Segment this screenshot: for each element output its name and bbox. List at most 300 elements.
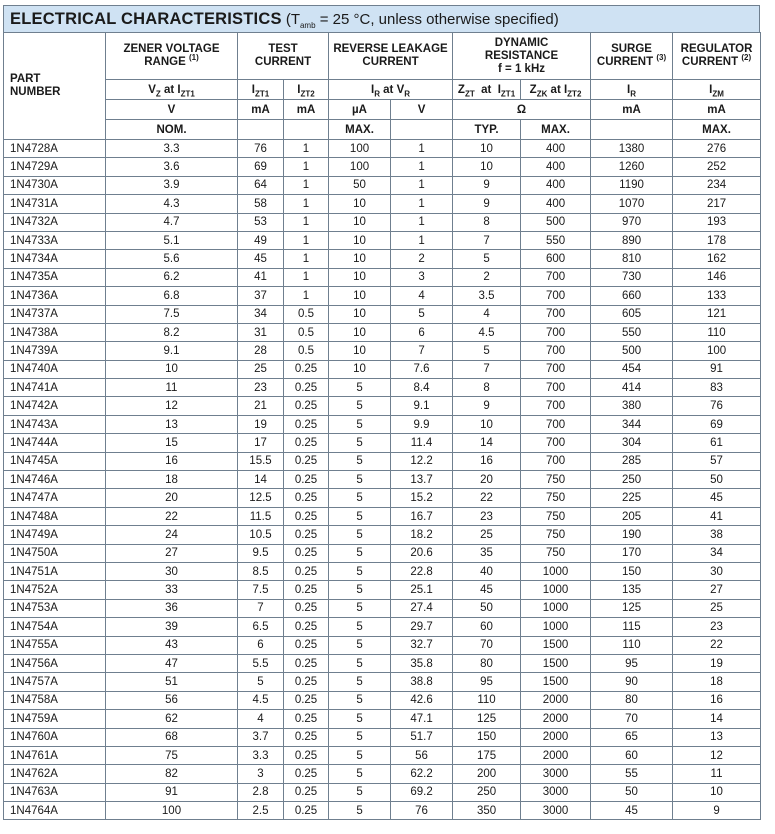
cell-zzk: 550 bbox=[521, 231, 591, 249]
cell-ir: 5 bbox=[329, 710, 391, 728]
cell-zener-voltage: 56 bbox=[106, 691, 238, 709]
cell-zener-voltage: 20 bbox=[106, 489, 238, 507]
cell-zzk: 750 bbox=[521, 526, 591, 544]
cell-part-number: 1N4740A bbox=[4, 360, 106, 378]
cell-izt1: 8.5 bbox=[238, 562, 284, 580]
header-surge-current: SURGE CURRENT $^{(3)}$ bbox=[591, 33, 673, 80]
cell-vr: 13.7 bbox=[391, 471, 453, 489]
cell-vr: 3 bbox=[391, 268, 453, 286]
table-row bbox=[4, 544, 761, 562]
cell-zzk: 1500 bbox=[521, 636, 591, 654]
cell-zener-voltage: 91 bbox=[106, 783, 238, 801]
cell-zener-voltage: 82 bbox=[106, 765, 238, 783]
cell-zzk: 400 bbox=[521, 140, 591, 158]
cell-izt1: 15.5 bbox=[238, 452, 284, 470]
cell-izt1: 3.7 bbox=[238, 728, 284, 746]
cell-ir: 5 bbox=[329, 636, 391, 654]
cell-ir: 10 bbox=[329, 268, 391, 286]
cell-zener-voltage: 11 bbox=[106, 379, 238, 397]
cell-zzk: 400 bbox=[521, 158, 591, 176]
cell-zener-voltage: 24 bbox=[106, 526, 238, 544]
header-reverse-leakage: REVERSE LEAKAGE CURRENT bbox=[329, 33, 453, 80]
cell-zzt: 3.5 bbox=[453, 287, 521, 305]
header-part-number: PART NUMBER bbox=[4, 33, 106, 140]
table-row bbox=[4, 231, 761, 249]
cell-zzk: 600 bbox=[521, 250, 591, 268]
cell-izt2: 0.25 bbox=[284, 654, 329, 672]
header-row-qualifiers bbox=[4, 120, 761, 140]
table-row bbox=[4, 802, 761, 820]
cell-izt2: 0.25 bbox=[284, 746, 329, 764]
cell-zzt: 250 bbox=[453, 783, 521, 801]
cell-surge-current: 225 bbox=[591, 489, 673, 507]
cell-surge-current: 1260 bbox=[591, 158, 673, 176]
cell-regulator-current: 41 bbox=[673, 507, 761, 525]
cell-part-number: 1N4728A bbox=[4, 140, 106, 158]
cell-surge-current: 380 bbox=[591, 397, 673, 415]
cell-zzt: 7 bbox=[453, 360, 521, 378]
cell-zzt: 16 bbox=[453, 452, 521, 470]
symbol-izt2: $I_{ZT2}$ bbox=[284, 80, 329, 100]
cell-part-number: 1N4747A bbox=[4, 489, 106, 507]
cell-zener-voltage: 4.3 bbox=[106, 195, 238, 213]
cell-surge-current: 50 bbox=[591, 783, 673, 801]
table-row bbox=[4, 562, 761, 580]
cell-part-number: 1N4737A bbox=[4, 305, 106, 323]
cell-zzk: 750 bbox=[521, 471, 591, 489]
cell-izt2: 0.25 bbox=[284, 452, 329, 470]
cell-zzk: 1000 bbox=[521, 618, 591, 636]
cell-izt1: 6.5 bbox=[238, 618, 284, 636]
cell-surge-current: 55 bbox=[591, 765, 673, 783]
cell-zzk: 3000 bbox=[521, 765, 591, 783]
cell-part-number: 1N4736A bbox=[4, 287, 106, 305]
cell-regulator-current: 91 bbox=[673, 360, 761, 378]
cell-izt2: 0.25 bbox=[284, 526, 329, 544]
cell-zzt: 80 bbox=[453, 654, 521, 672]
cell-part-number: 1N4730A bbox=[4, 176, 106, 194]
cell-zzt: 20 bbox=[453, 471, 521, 489]
cell-zzt: 14 bbox=[453, 434, 521, 452]
cell-regulator-current: 121 bbox=[673, 305, 761, 323]
cell-zener-voltage: 100 bbox=[106, 802, 238, 820]
table-row bbox=[4, 618, 761, 636]
qualifier-max-zzk: MAX. bbox=[521, 120, 591, 140]
cell-regulator-current: 252 bbox=[673, 158, 761, 176]
cell-vr: 27.4 bbox=[391, 599, 453, 617]
header-row-symbols bbox=[4, 80, 761, 100]
cell-zzt: 125 bbox=[453, 710, 521, 728]
cell-zzk: 700 bbox=[521, 323, 591, 341]
cell-izt1: 4.5 bbox=[238, 691, 284, 709]
cell-ir: 5 bbox=[329, 397, 391, 415]
cell-regulator-current: 9 bbox=[673, 802, 761, 820]
cell-vr: 32.7 bbox=[391, 636, 453, 654]
cell-part-number: 1N4733A bbox=[4, 231, 106, 249]
cell-izt1: 10.5 bbox=[238, 526, 284, 544]
cell-regulator-current: 16 bbox=[673, 691, 761, 709]
cell-izt1: 2.8 bbox=[238, 783, 284, 801]
cell-part-number: 1N4734A bbox=[4, 250, 106, 268]
cell-vr: 16.7 bbox=[391, 507, 453, 525]
qualifier-typ: TYP. bbox=[453, 120, 521, 140]
cell-zzt: 35 bbox=[453, 544, 521, 562]
cell-part-number: 1N4757A bbox=[4, 673, 106, 691]
cell-surge-current: 414 bbox=[591, 379, 673, 397]
cell-zener-voltage: 68 bbox=[106, 728, 238, 746]
cell-izt1: 9.5 bbox=[238, 544, 284, 562]
cell-part-number: 1N4745A bbox=[4, 452, 106, 470]
cell-izt2: 0.25 bbox=[284, 544, 329, 562]
cell-izt2: 0.25 bbox=[284, 471, 329, 489]
table-row bbox=[4, 599, 761, 617]
cell-izt2: 0.25 bbox=[284, 379, 329, 397]
cell-zzt: 150 bbox=[453, 728, 521, 746]
cell-izt1: 25 bbox=[238, 360, 284, 378]
cell-regulator-current: 178 bbox=[673, 231, 761, 249]
table-row bbox=[4, 360, 761, 378]
cell-vr: 6 bbox=[391, 323, 453, 341]
cell-regulator-current: 193 bbox=[673, 213, 761, 231]
cell-part-number: 1N4759A bbox=[4, 710, 106, 728]
cell-zzk: 750 bbox=[521, 544, 591, 562]
table-row bbox=[4, 250, 761, 268]
cell-zzt: 70 bbox=[453, 636, 521, 654]
symbol-ir-at-vr: $I_R$ at $V_R$ bbox=[329, 80, 453, 100]
cell-zener-voltage: 39 bbox=[106, 618, 238, 636]
cell-ir: 5 bbox=[329, 802, 391, 820]
table-title: ELECTRICAL CHARACTERISTICS bbox=[10, 10, 282, 28]
cell-ir: 5 bbox=[329, 415, 391, 433]
cell-vr: 2 bbox=[391, 250, 453, 268]
cell-izt1: 53 bbox=[238, 213, 284, 231]
cell-ir: 10 bbox=[329, 342, 391, 360]
qualifier-blank bbox=[591, 120, 673, 140]
cell-part-number: 1N4755A bbox=[4, 636, 106, 654]
cell-zzk: 400 bbox=[521, 176, 591, 194]
cell-part-number: 1N4729A bbox=[4, 158, 106, 176]
cell-zzk: 700 bbox=[521, 268, 591, 286]
cell-zener-voltage: 4.7 bbox=[106, 213, 238, 231]
cell-surge-current: 810 bbox=[591, 250, 673, 268]
cell-surge-current: 454 bbox=[591, 360, 673, 378]
cell-regulator-current: 110 bbox=[673, 323, 761, 341]
cell-izt1: 28 bbox=[238, 342, 284, 360]
cell-izt2: 0.25 bbox=[284, 691, 329, 709]
table-row bbox=[4, 636, 761, 654]
symbol-izt1: $I_{ZT1}$ bbox=[238, 80, 284, 100]
cell-izt1: 34 bbox=[238, 305, 284, 323]
cell-izt1: 7 bbox=[238, 599, 284, 617]
cell-izt2: 1 bbox=[284, 140, 329, 158]
cell-izt2: 1 bbox=[284, 158, 329, 176]
header-row-group-titles bbox=[4, 33, 761, 80]
cell-zzk: 1500 bbox=[521, 654, 591, 672]
cell-zzk: 700 bbox=[521, 287, 591, 305]
cell-vr: 1 bbox=[391, 176, 453, 194]
symbol-vz: $V_Z$ at $I_{ZT1}$ bbox=[106, 80, 238, 100]
cell-zzk: 2000 bbox=[521, 746, 591, 764]
cell-ir: 10 bbox=[329, 250, 391, 268]
table-row bbox=[4, 507, 761, 525]
cell-zener-voltage: 7.5 bbox=[106, 305, 238, 323]
cell-part-number: 1N4760A bbox=[4, 728, 106, 746]
cell-surge-current: 110 bbox=[591, 636, 673, 654]
table-body bbox=[4, 140, 761, 820]
cell-ir: 10 bbox=[329, 231, 391, 249]
electrical-characteristics-table bbox=[3, 32, 761, 820]
cell-surge-current: 285 bbox=[591, 452, 673, 470]
unit-resistance: Ω bbox=[453, 100, 591, 120]
cell-vr: 12.2 bbox=[391, 452, 453, 470]
cell-regulator-current: 18 bbox=[673, 673, 761, 691]
unit-ir: µA bbox=[329, 100, 391, 120]
table-row bbox=[4, 783, 761, 801]
unit-regulator: mA bbox=[673, 100, 761, 120]
cell-ir: 10 bbox=[329, 305, 391, 323]
cell-regulator-current: 38 bbox=[673, 526, 761, 544]
cell-surge-current: 205 bbox=[591, 507, 673, 525]
cell-surge-current: 344 bbox=[591, 415, 673, 433]
cell-ir: 5 bbox=[329, 471, 391, 489]
qualifier-blank bbox=[284, 120, 329, 140]
cell-surge-current: 135 bbox=[591, 581, 673, 599]
cell-zzk: 2000 bbox=[521, 710, 591, 728]
cell-izt1: 4 bbox=[238, 710, 284, 728]
qualifier-max-ir: MAX. bbox=[329, 120, 391, 140]
cell-vr: 5 bbox=[391, 305, 453, 323]
cell-zzk: 700 bbox=[521, 342, 591, 360]
cell-izt1: 49 bbox=[238, 231, 284, 249]
cell-ir: 100 bbox=[329, 158, 391, 176]
cell-part-number: 1N4738A bbox=[4, 323, 106, 341]
table-row bbox=[4, 434, 761, 452]
cell-zzt: 50 bbox=[453, 599, 521, 617]
cell-izt2: 0.25 bbox=[284, 673, 329, 691]
cell-vr: 1 bbox=[391, 231, 453, 249]
cell-zzt: 10 bbox=[453, 158, 521, 176]
cell-ir: 5 bbox=[329, 526, 391, 544]
table-row bbox=[4, 673, 761, 691]
cell-part-number: 1N4764A bbox=[4, 802, 106, 820]
cell-ir: 5 bbox=[329, 746, 391, 764]
table-row bbox=[4, 526, 761, 544]
cell-surge-current: 190 bbox=[591, 526, 673, 544]
cell-vr: 7.6 bbox=[391, 360, 453, 378]
cell-regulator-current: 13 bbox=[673, 728, 761, 746]
unit-vr: V bbox=[391, 100, 453, 120]
cell-regulator-current: 34 bbox=[673, 544, 761, 562]
cell-regulator-current: 22 bbox=[673, 636, 761, 654]
cell-regulator-current: 11 bbox=[673, 765, 761, 783]
header-test-current: TEST CURRENT bbox=[238, 33, 329, 80]
cell-izt1: 6 bbox=[238, 636, 284, 654]
cell-zzt: 4.5 bbox=[453, 323, 521, 341]
cell-zener-voltage: 30 bbox=[106, 562, 238, 580]
cell-izt2: 0.25 bbox=[284, 728, 329, 746]
table-row bbox=[4, 140, 761, 158]
cell-vr: 1 bbox=[391, 140, 453, 158]
table-row bbox=[4, 654, 761, 672]
table-row bbox=[4, 342, 761, 360]
cell-zener-voltage: 16 bbox=[106, 452, 238, 470]
cell-izt2: 0.25 bbox=[284, 562, 329, 580]
cell-izt2: 0.25 bbox=[284, 599, 329, 617]
cell-regulator-current: 234 bbox=[673, 176, 761, 194]
table-row bbox=[4, 305, 761, 323]
cell-vr: 69.2 bbox=[391, 783, 453, 801]
cell-part-number: 1N4744A bbox=[4, 434, 106, 452]
cell-zzk: 2000 bbox=[521, 728, 591, 746]
cell-ir: 5 bbox=[329, 654, 391, 672]
cell-surge-current: 605 bbox=[591, 305, 673, 323]
table-row bbox=[4, 691, 761, 709]
cell-izt2: 0.25 bbox=[284, 783, 329, 801]
cell-izt1: 17 bbox=[238, 434, 284, 452]
cell-ir: 5 bbox=[329, 452, 391, 470]
cell-izt1: 3.3 bbox=[238, 746, 284, 764]
cell-zzt: 5 bbox=[453, 342, 521, 360]
cell-izt2: 0.25 bbox=[284, 434, 329, 452]
cell-surge-current: 1380 bbox=[591, 140, 673, 158]
table-row bbox=[4, 213, 761, 231]
cell-part-number: 1N4735A bbox=[4, 268, 106, 286]
cell-izt2: 1 bbox=[284, 268, 329, 286]
cell-zzt: 25 bbox=[453, 526, 521, 544]
cell-zzt: 8 bbox=[453, 213, 521, 231]
cell-zzt: 10 bbox=[453, 140, 521, 158]
table-row bbox=[4, 287, 761, 305]
cell-part-number: 1N4752A bbox=[4, 581, 106, 599]
cell-part-number: 1N4754A bbox=[4, 618, 106, 636]
cell-part-number: 1N4748A bbox=[4, 507, 106, 525]
cell-izt1: 11.5 bbox=[238, 507, 284, 525]
cell-izt2: 0.25 bbox=[284, 507, 329, 525]
cell-zzt: 22 bbox=[453, 489, 521, 507]
cell-surge-current: 730 bbox=[591, 268, 673, 286]
cell-surge-current: 660 bbox=[591, 287, 673, 305]
cell-izt2: 0.5 bbox=[284, 323, 329, 341]
cell-zzk: 700 bbox=[521, 379, 591, 397]
table-row bbox=[4, 268, 761, 286]
cell-zener-voltage: 43 bbox=[106, 636, 238, 654]
cell-zzk: 750 bbox=[521, 489, 591, 507]
table-row bbox=[4, 765, 761, 783]
cell-vr: 22.8 bbox=[391, 562, 453, 580]
cell-izt1: 41 bbox=[238, 268, 284, 286]
cell-izt2: 0.25 bbox=[284, 489, 329, 507]
cell-surge-current: 60 bbox=[591, 746, 673, 764]
cell-part-number: 1N4742A bbox=[4, 397, 106, 415]
cell-izt2: 1 bbox=[284, 195, 329, 213]
cell-surge-current: 90 bbox=[591, 673, 673, 691]
cell-regulator-current: 61 bbox=[673, 434, 761, 452]
qualifier-blank bbox=[391, 120, 453, 140]
cell-izt1: 69 bbox=[238, 158, 284, 176]
cell-vr: 1 bbox=[391, 158, 453, 176]
cell-surge-current: 1070 bbox=[591, 195, 673, 213]
cell-zzk: 1000 bbox=[521, 562, 591, 580]
cell-surge-current: 250 bbox=[591, 471, 673, 489]
symbol-ir-surge: $I_R$ bbox=[591, 80, 673, 100]
cell-vr: 38.8 bbox=[391, 673, 453, 691]
cell-izt1: 23 bbox=[238, 379, 284, 397]
cell-izt2: 1 bbox=[284, 176, 329, 194]
cell-part-number: 1N4762A bbox=[4, 765, 106, 783]
cell-vr: 51.7 bbox=[391, 728, 453, 746]
cell-vr: 29.7 bbox=[391, 618, 453, 636]
cell-ir: 5 bbox=[329, 544, 391, 562]
cell-part-number: 1N4741A bbox=[4, 379, 106, 397]
cell-izt1: 64 bbox=[238, 176, 284, 194]
cell-regulator-current: 19 bbox=[673, 654, 761, 672]
cell-izt2: 1 bbox=[284, 213, 329, 231]
cell-izt2: 0.25 bbox=[284, 360, 329, 378]
cell-part-number: 1N4739A bbox=[4, 342, 106, 360]
cell-izt2: 0.5 bbox=[284, 305, 329, 323]
cell-izt1: 76 bbox=[238, 140, 284, 158]
cell-ir: 5 bbox=[329, 507, 391, 525]
cell-part-number: 1N4763A bbox=[4, 783, 106, 801]
cell-ir: 5 bbox=[329, 673, 391, 691]
cell-zener-voltage: 8.2 bbox=[106, 323, 238, 341]
cell-izt2: 0.25 bbox=[284, 802, 329, 820]
electrical-characteristics-sheet bbox=[3, 5, 760, 820]
cell-zzt: 8 bbox=[453, 379, 521, 397]
cell-ir: 5 bbox=[329, 765, 391, 783]
cell-zzt: 10 bbox=[453, 415, 521, 433]
cell-zener-voltage: 62 bbox=[106, 710, 238, 728]
table-row bbox=[4, 581, 761, 599]
cell-part-number: 1N4749A bbox=[4, 526, 106, 544]
cell-part-number: 1N4753A bbox=[4, 599, 106, 617]
cell-izt1: 5.5 bbox=[238, 654, 284, 672]
cell-part-number: 1N4761A bbox=[4, 746, 106, 764]
cell-zzk: 700 bbox=[521, 305, 591, 323]
cell-zener-voltage: 13 bbox=[106, 415, 238, 433]
header-row-units bbox=[4, 100, 761, 120]
table-row bbox=[4, 489, 761, 507]
cell-izt2: 0.25 bbox=[284, 415, 329, 433]
cell-vr: 20.6 bbox=[391, 544, 453, 562]
cell-part-number: 1N4750A bbox=[4, 544, 106, 562]
cell-regulator-current: 10 bbox=[673, 783, 761, 801]
cell-surge-current: 45 bbox=[591, 802, 673, 820]
cell-zzt: 5 bbox=[453, 250, 521, 268]
qualifier-max-izm: MAX. bbox=[673, 120, 761, 140]
cell-ir: 10 bbox=[329, 195, 391, 213]
cell-part-number: 1N4743A bbox=[4, 415, 106, 433]
cell-zzk: 3000 bbox=[521, 783, 591, 801]
cell-zzk: 400 bbox=[521, 195, 591, 213]
table-row bbox=[4, 746, 761, 764]
cell-vr: 1 bbox=[391, 195, 453, 213]
cell-regulator-current: 45 bbox=[673, 489, 761, 507]
cell-zzt: 350 bbox=[453, 802, 521, 820]
cell-zzk: 700 bbox=[521, 452, 591, 470]
cell-vr: 11.4 bbox=[391, 434, 453, 452]
cell-ir: 5 bbox=[329, 728, 391, 746]
cell-zzk: 2000 bbox=[521, 691, 591, 709]
cell-izt2: 0.25 bbox=[284, 710, 329, 728]
cell-izt1: 58 bbox=[238, 195, 284, 213]
cell-zener-voltage: 36 bbox=[106, 599, 238, 617]
cell-ir: 5 bbox=[329, 581, 391, 599]
cell-izt1: 5 bbox=[238, 673, 284, 691]
unit-izt1: mA bbox=[238, 100, 284, 120]
cell-vr: 62.2 bbox=[391, 765, 453, 783]
cell-zzk: 700 bbox=[521, 434, 591, 452]
